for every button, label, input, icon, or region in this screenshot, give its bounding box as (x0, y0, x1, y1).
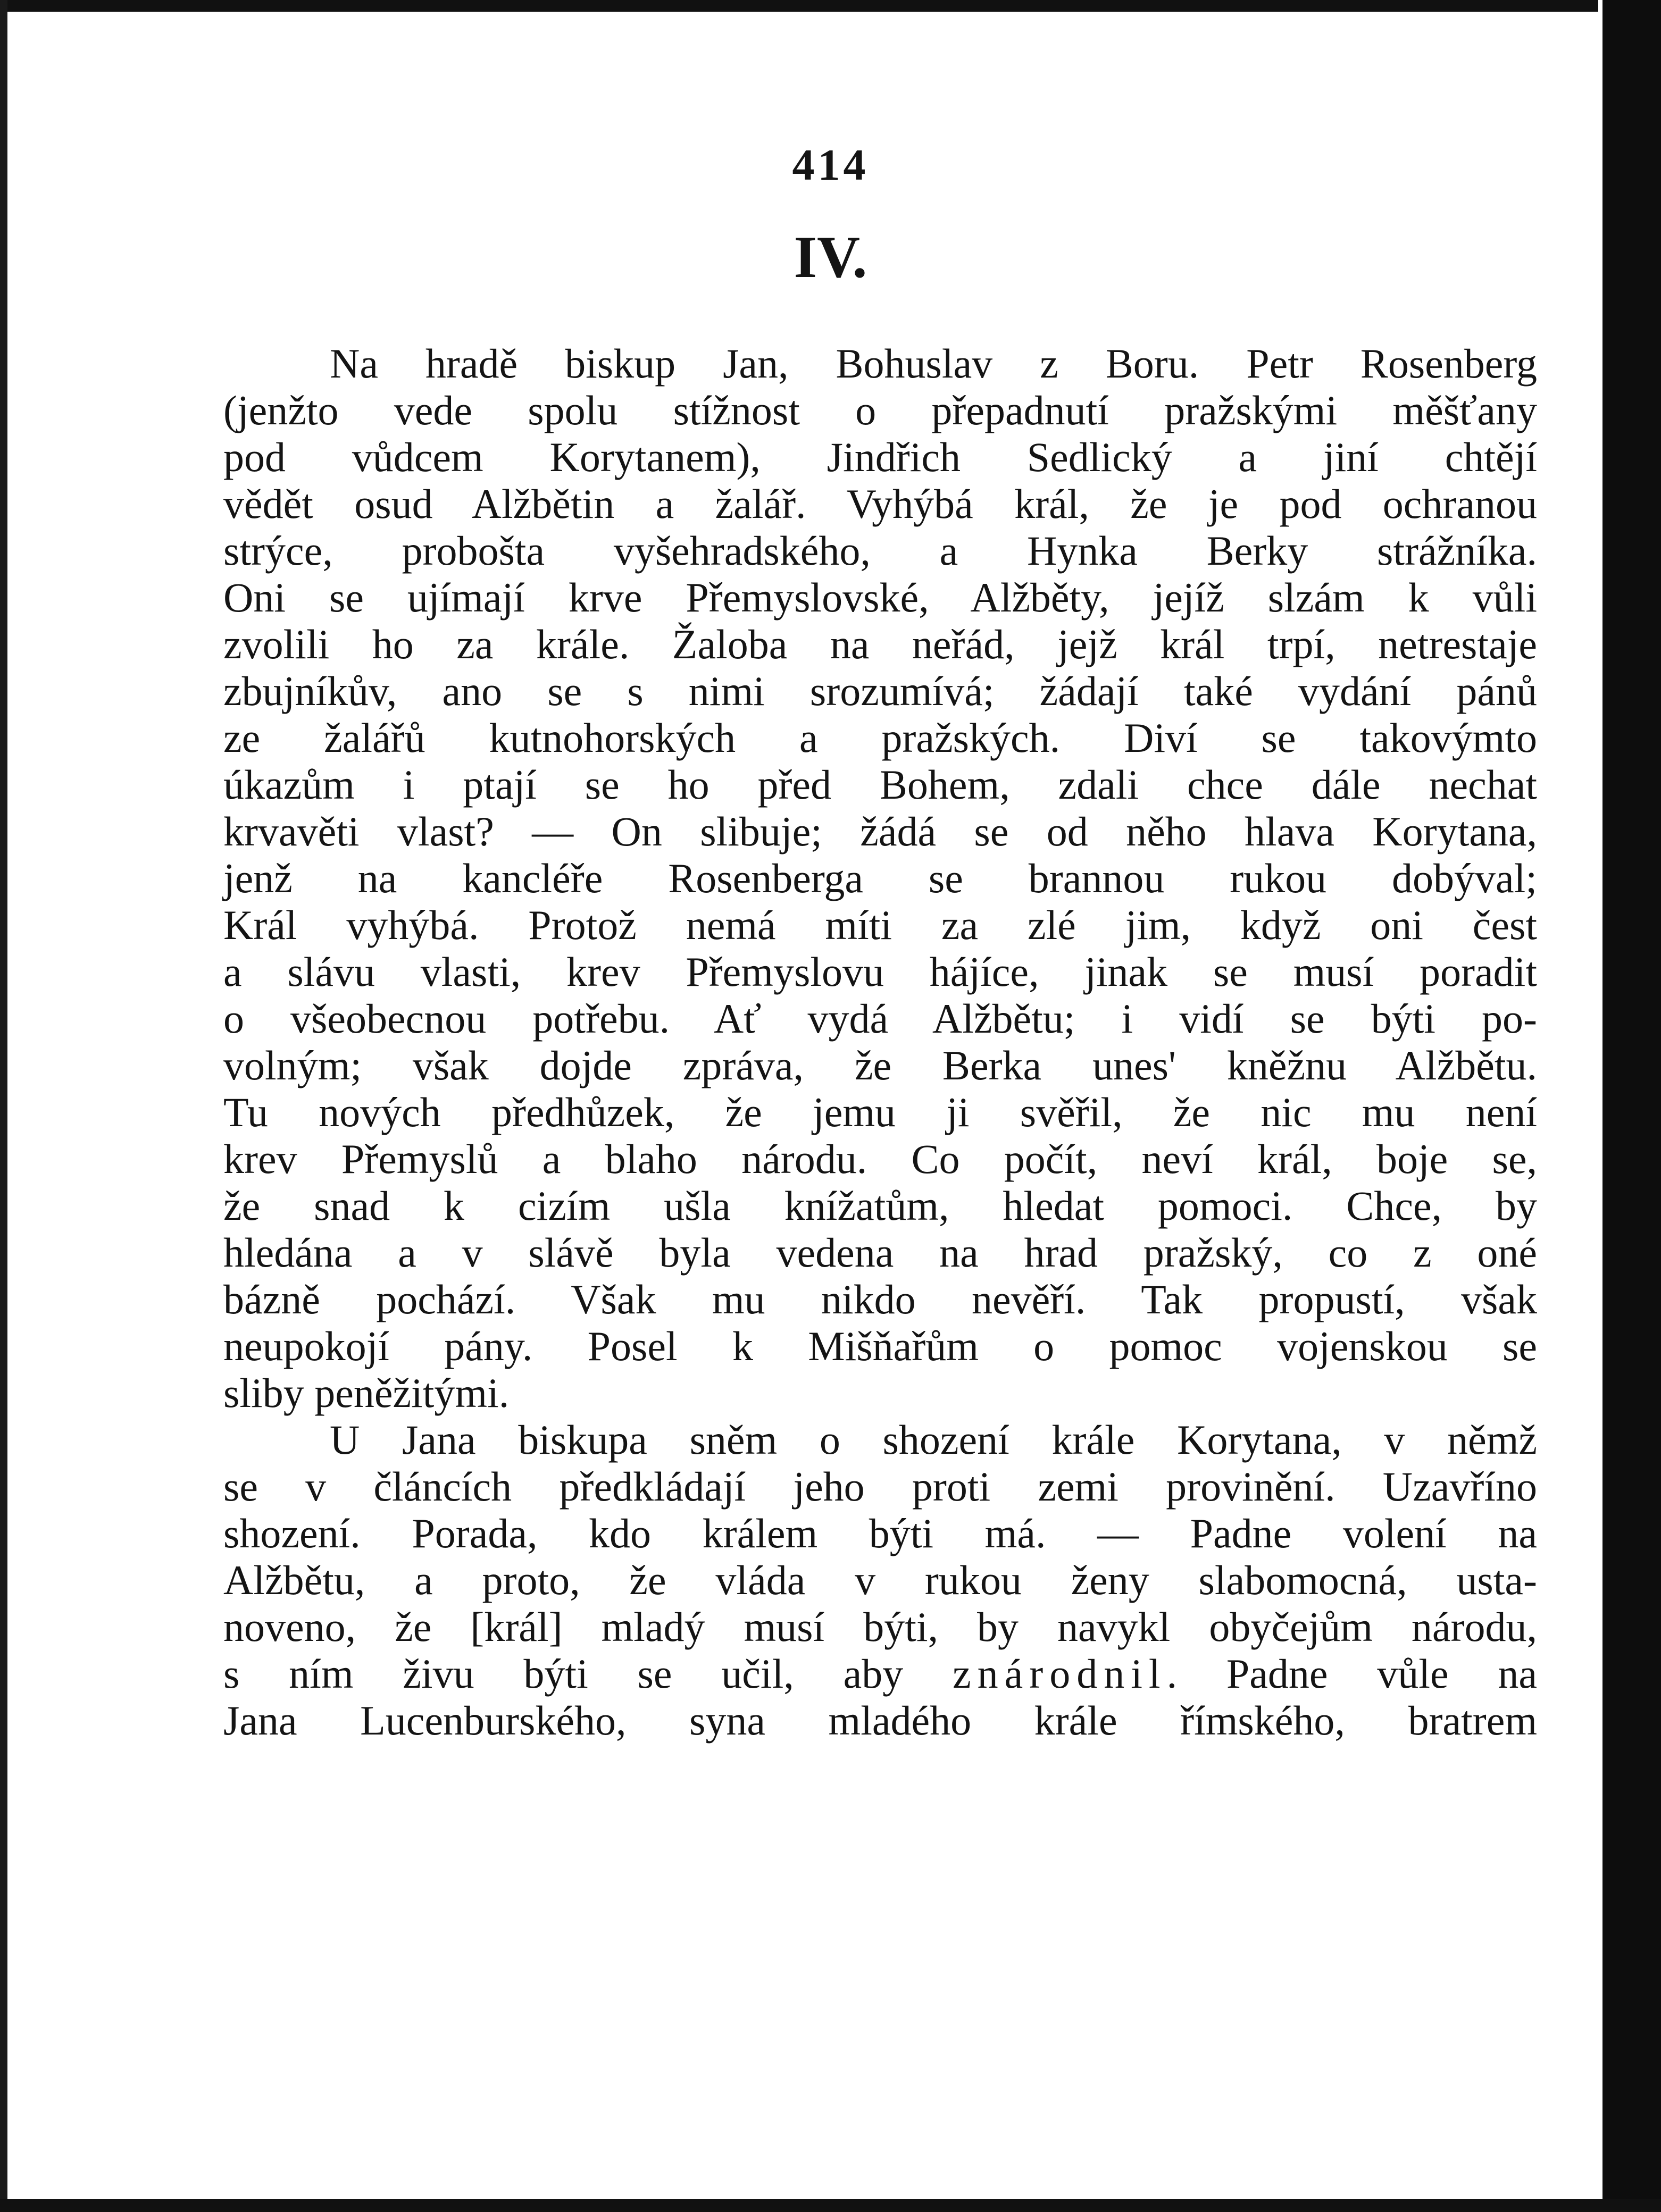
text-line: a slávu vlasti, krev Přemyslovu hájíce, jinak se musí poradit (223, 949, 1537, 995)
text-line: jenž na kancléře Rosenberga se brannou rukou dobýval; (223, 855, 1537, 901)
text-segment: s ním živu býti se učil, aby (223, 1650, 904, 1697)
scan-border-left (0, 0, 7, 2212)
text-line: Jana Lucenburského, syna mladého krále římského, bratrem (223, 1697, 1537, 1744)
text-line: Oni se ujímají krve Přemyslovské, Alžběty, jejíž slzám k vůli (223, 574, 1537, 621)
page-number: 414 (792, 140, 869, 190)
text-line: o všeobecnou potřebu. Ať vydá Alžbětu; i vidí se býti po- (223, 995, 1537, 1042)
text-line: krvavěti vlast? — On slibuje; žádá se od něho hlava Korytana, (223, 808, 1537, 854)
text-line: neupokojí pány. Posel k Mišňařům o pomoc vojenskou se (223, 1323, 1537, 1369)
text-line: Král vyhýbá. Protož nemá míti za zlé jim, když oni čest (223, 902, 1537, 948)
text-line: pod vůdcem Korytanem), Jindřich Sedlický a jiní chtějí (223, 434, 1537, 480)
text-line: strýce, probošta vyšehradského, a Hynka Berky strážníka. (223, 527, 1537, 574)
text-line: bázně pochází. Však mu nikdo nevěří. Tak propustí, však (223, 1276, 1537, 1322)
text-line: úkazům i ptají se ho před Bohem, zdali chce dále nechat (223, 761, 1537, 808)
text-line: Na hradě biskup Jan, Bohuslav z Boru. Petr Rosenberg (330, 340, 1537, 387)
scan-border-right-gap (1598, 0, 1602, 2212)
text-line: noveno, že [král] mladý musí býti, by navykl obyčejům národu, (223, 1604, 1537, 1650)
text-line: se v článcích předkládají jeho proti zemi provinění. Uzavříno (223, 1463, 1537, 1510)
body-text (223, 340, 1537, 1744)
paragraph-end-line: sliby peněžitými. (223, 1370, 510, 1416)
section-heading: IV. (794, 224, 867, 290)
text-line: Tu nových předhůzek, že jemu ji svěřil, že nic mu není (223, 1089, 1537, 1135)
text-line: (jenžto vede spolu stížnost o přepadnutí pražskými měšťany (223, 387, 1537, 433)
scan-border-bottom (0, 2199, 1661, 2212)
text-line: že snad k cizím ušla knížatům, hledat pomoci. Chce, by (223, 1183, 1537, 1229)
text-line: shození. Porada, kdo králem býti má. — Padne volení na (223, 1510, 1537, 1556)
text-line: U Jana biskupa sněm o shození krále Korytana, v němž (330, 1417, 1537, 1463)
text-line: zvolili ho za krále. Žaloba na neřád, jejž král trpí, netrestaje (223, 621, 1537, 667)
text-line: ze žalářů kutnohorských a pražských. Diví se takovýmto (223, 715, 1537, 761)
text-segment: . Padne vůle na (1166, 1650, 1538, 1697)
text-line: volným; však dojde zpráva, že Berka unes' kněžnu Alžbětu. (223, 1042, 1537, 1088)
text-line: hledána a v slávě byla vedena na hrad pražský, co z oné (223, 1229, 1537, 1276)
text-line (223, 1650, 1537, 1697)
spaced-emphasis: znárodnil (953, 1650, 1167, 1697)
text-line: krev Přemyslů a blaho národu. Co počít, neví král, boje se, (223, 1136, 1537, 1182)
text-line: zbujníkův, ano se s nimi srozumívá; žádají také vydání pánů (223, 668, 1537, 714)
scan-border-right (1598, 0, 1661, 2212)
text-line: vědět osud Alžbětin a žalář. Vyhýbá král, že je pod ochranou (223, 481, 1537, 527)
scan-border-top (0, 0, 1661, 12)
text-line: Alžbětu, a proto, že vláda v rukou ženy slabomocná, usta- (223, 1557, 1537, 1603)
